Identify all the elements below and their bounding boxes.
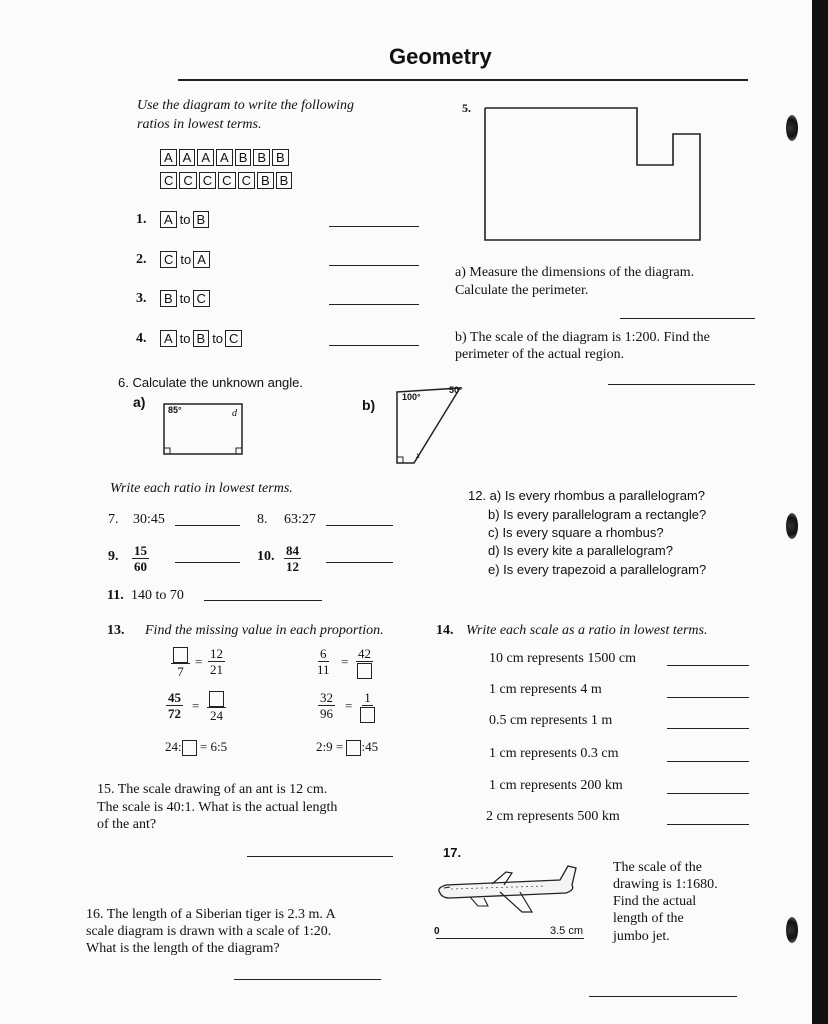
q10-numerator: 84: [286, 543, 299, 558]
q17-scale-end: 3.5 cm: [550, 925, 584, 937]
q13-p4-n2: 1: [364, 690, 371, 705]
q13-p5-post: = 6:5: [199, 739, 228, 754]
q1-number: 1.: [136, 212, 147, 227]
q15-line-2: The scale is 40:1. What is the actual length: [97, 800, 338, 815]
q5b-line-2: perimeter of the actual region.: [455, 347, 625, 362]
q6a-angle-label: 85°: [168, 405, 182, 415]
q13-p1-d2: 21: [210, 662, 223, 677]
q6b-angle-1: 100°: [402, 392, 421, 402]
to-word: to: [179, 331, 191, 346]
block-cell: C: [218, 172, 235, 189]
q6a-variable: d: [232, 408, 237, 419]
q13-p4-equals: =: [345, 698, 353, 713]
q14-item-5: 1 cm represents 200 km: [489, 778, 623, 793]
q13-p4-n1: 32: [320, 690, 333, 705]
q12-line-a: 12. a) Is every rhombus a parallelogram?: [468, 488, 706, 503]
q10-denominator: 12: [286, 559, 299, 574]
block-cell: C: [238, 172, 255, 189]
q13-p2-equals: =: [341, 654, 349, 669]
q5a-line-1: a) Measure the dimensions of the diagram.: [455, 265, 695, 280]
q17-number: 17.: [443, 845, 462, 860]
q17-text-5: jumbo jet.: [613, 929, 670, 944]
q5a-line-2: Calculate the perimeter.: [455, 283, 589, 298]
q14-item-2: 1 cm represents 4 m: [489, 682, 602, 697]
q13-title: Find the missing value in each proportion.: [145, 623, 384, 638]
block-cell: C: [179, 172, 196, 189]
q6b-label: b): [362, 397, 376, 413]
q17-scale-start: 0: [434, 926, 440, 937]
q9-denominator: 60: [134, 559, 147, 574]
q9-number: 9.: [108, 549, 119, 564]
q12-line-b: b) Is every parallelogram a rectangle?: [488, 507, 707, 522]
to-word: to: [180, 252, 192, 267]
q5b-line-1: b) The scale of the diagram is 1:200. Find the: [455, 330, 710, 345]
q14-item-6: 2 cm represents 500 km: [486, 809, 620, 824]
q13-p1-d1: 7: [177, 664, 184, 680]
q6b-variable: x: [416, 450, 420, 460]
q14-item-4: 1 cm represents 0.3 cm: [489, 746, 619, 761]
q14-item-3: 0.5 cm represents 1 m: [489, 713, 613, 728]
block-cell: B: [235, 149, 252, 166]
q7-number: 7.: [108, 512, 119, 527]
q11-number: 11.: [107, 588, 124, 603]
binder-hole-3: [786, 917, 798, 943]
block-cell: A: [193, 251, 210, 268]
q13-p3-d2: 24: [210, 708, 223, 724]
q8-number: 8.: [257, 512, 268, 527]
block-cell: A: [160, 330, 177, 347]
q16-line-3: What is the length of the diagram?: [86, 941, 280, 956]
q13-p3-d1: 72: [168, 706, 181, 721]
q9-numerator: 15: [134, 543, 147, 558]
binder-hole-1: [786, 115, 798, 141]
binder-hole-2: [786, 513, 798, 539]
q16-line-2: scale diagram is drawn with a scale of 1:20.: [86, 924, 332, 939]
block-cell: C: [225, 330, 242, 347]
block-cell: B: [272, 149, 289, 166]
q15-line-3: of the ant?: [97, 817, 157, 832]
q17-text-1: The scale of the: [613, 860, 703, 875]
q13-p4-d1: 96: [320, 706, 333, 721]
q6-title: 6. Calculate the unknown angle.: [118, 375, 304, 390]
q3-number: 3.: [136, 291, 147, 306]
q5-number: 5.: [462, 101, 471, 115]
q2-number: 2.: [136, 252, 147, 267]
q12-line-c: c) Is every square a rhombus?: [488, 525, 664, 540]
to-word: to: [179, 291, 191, 306]
q14-number: 14.: [436, 623, 454, 638]
q12-line-e: e) Is every trapezoid a parallelogram?: [488, 562, 707, 577]
block-cell: B: [193, 211, 210, 228]
ratios-heading: Write each ratio in lowest terms.: [110, 481, 293, 496]
block-cell: B: [257, 172, 274, 189]
q14-item-1: 10 cm represents 1500 cm: [489, 651, 636, 666]
instructions-line-1: Use the diagram to write the following: [137, 98, 354, 113]
q6b-angle-2: 50°: [449, 385, 463, 395]
block-cell: B: [193, 330, 210, 347]
q17-scale-bar: [436, 938, 584, 939]
q13-p5-pre: 24:: [165, 739, 182, 754]
to-word: to: [212, 331, 224, 346]
block-cell: A: [160, 149, 177, 166]
to-word: to: [179, 212, 191, 227]
q13-p2-n1: 6: [320, 646, 327, 661]
q8-text: 63:27: [284, 512, 316, 527]
q17-answer-line[interactable]: [589, 996, 737, 997]
q11-text: 140 to 70: [131, 588, 184, 603]
block-cell: A: [179, 149, 196, 166]
q14-title: Write each scale as a ratio in lowest terms.: [466, 623, 708, 638]
q7-text: 30:45: [133, 512, 165, 527]
q13-p1-n2: 12: [210, 646, 223, 661]
instructions-line-2: ratios in lowest terms.: [137, 117, 262, 132]
q12-line-d: d) Is every kite a parallelogram?: [488, 543, 673, 558]
q17-text-4: length of the: [613, 911, 684, 926]
q15-line-1: 15. The scale drawing of an ant is 12 cm.: [97, 782, 328, 797]
q13-p1-equals: =: [195, 654, 203, 669]
q16-line-1: 16. The length of a Siberian tiger is 2.3 m. A: [86, 907, 336, 922]
q13-p6-post: :45: [361, 739, 379, 754]
block-cell: C: [160, 251, 177, 268]
q13-p6-pre: 2:9 =: [316, 739, 344, 754]
block-cell: C: [193, 290, 210, 307]
q13-p2-n2: 42: [358, 646, 371, 661]
block-cell: A: [160, 211, 177, 228]
q13-p2-d1: 11: [317, 662, 330, 677]
q17-text-2: drawing is 1:1680.: [613, 877, 718, 892]
q4-number: 4.: [136, 331, 147, 346]
block-cell: B: [160, 290, 177, 307]
q17-text-3: Find the actual: [613, 894, 697, 909]
q10-number: 10.: [257, 549, 275, 564]
q6a-label: a): [133, 394, 146, 410]
q13-p3-equals: =: [192, 698, 200, 713]
page-title: Geometry: [389, 44, 492, 69]
block-cell: B: [276, 172, 293, 189]
q13-number: 13.: [107, 623, 125, 638]
block-cell: A: [197, 149, 214, 166]
block-cell: C: [199, 172, 216, 189]
block-cell: C: [160, 172, 177, 189]
q13-p3-n1: 45: [168, 690, 181, 705]
block-cell: B: [253, 149, 270, 166]
block-cell: A: [216, 149, 233, 166]
